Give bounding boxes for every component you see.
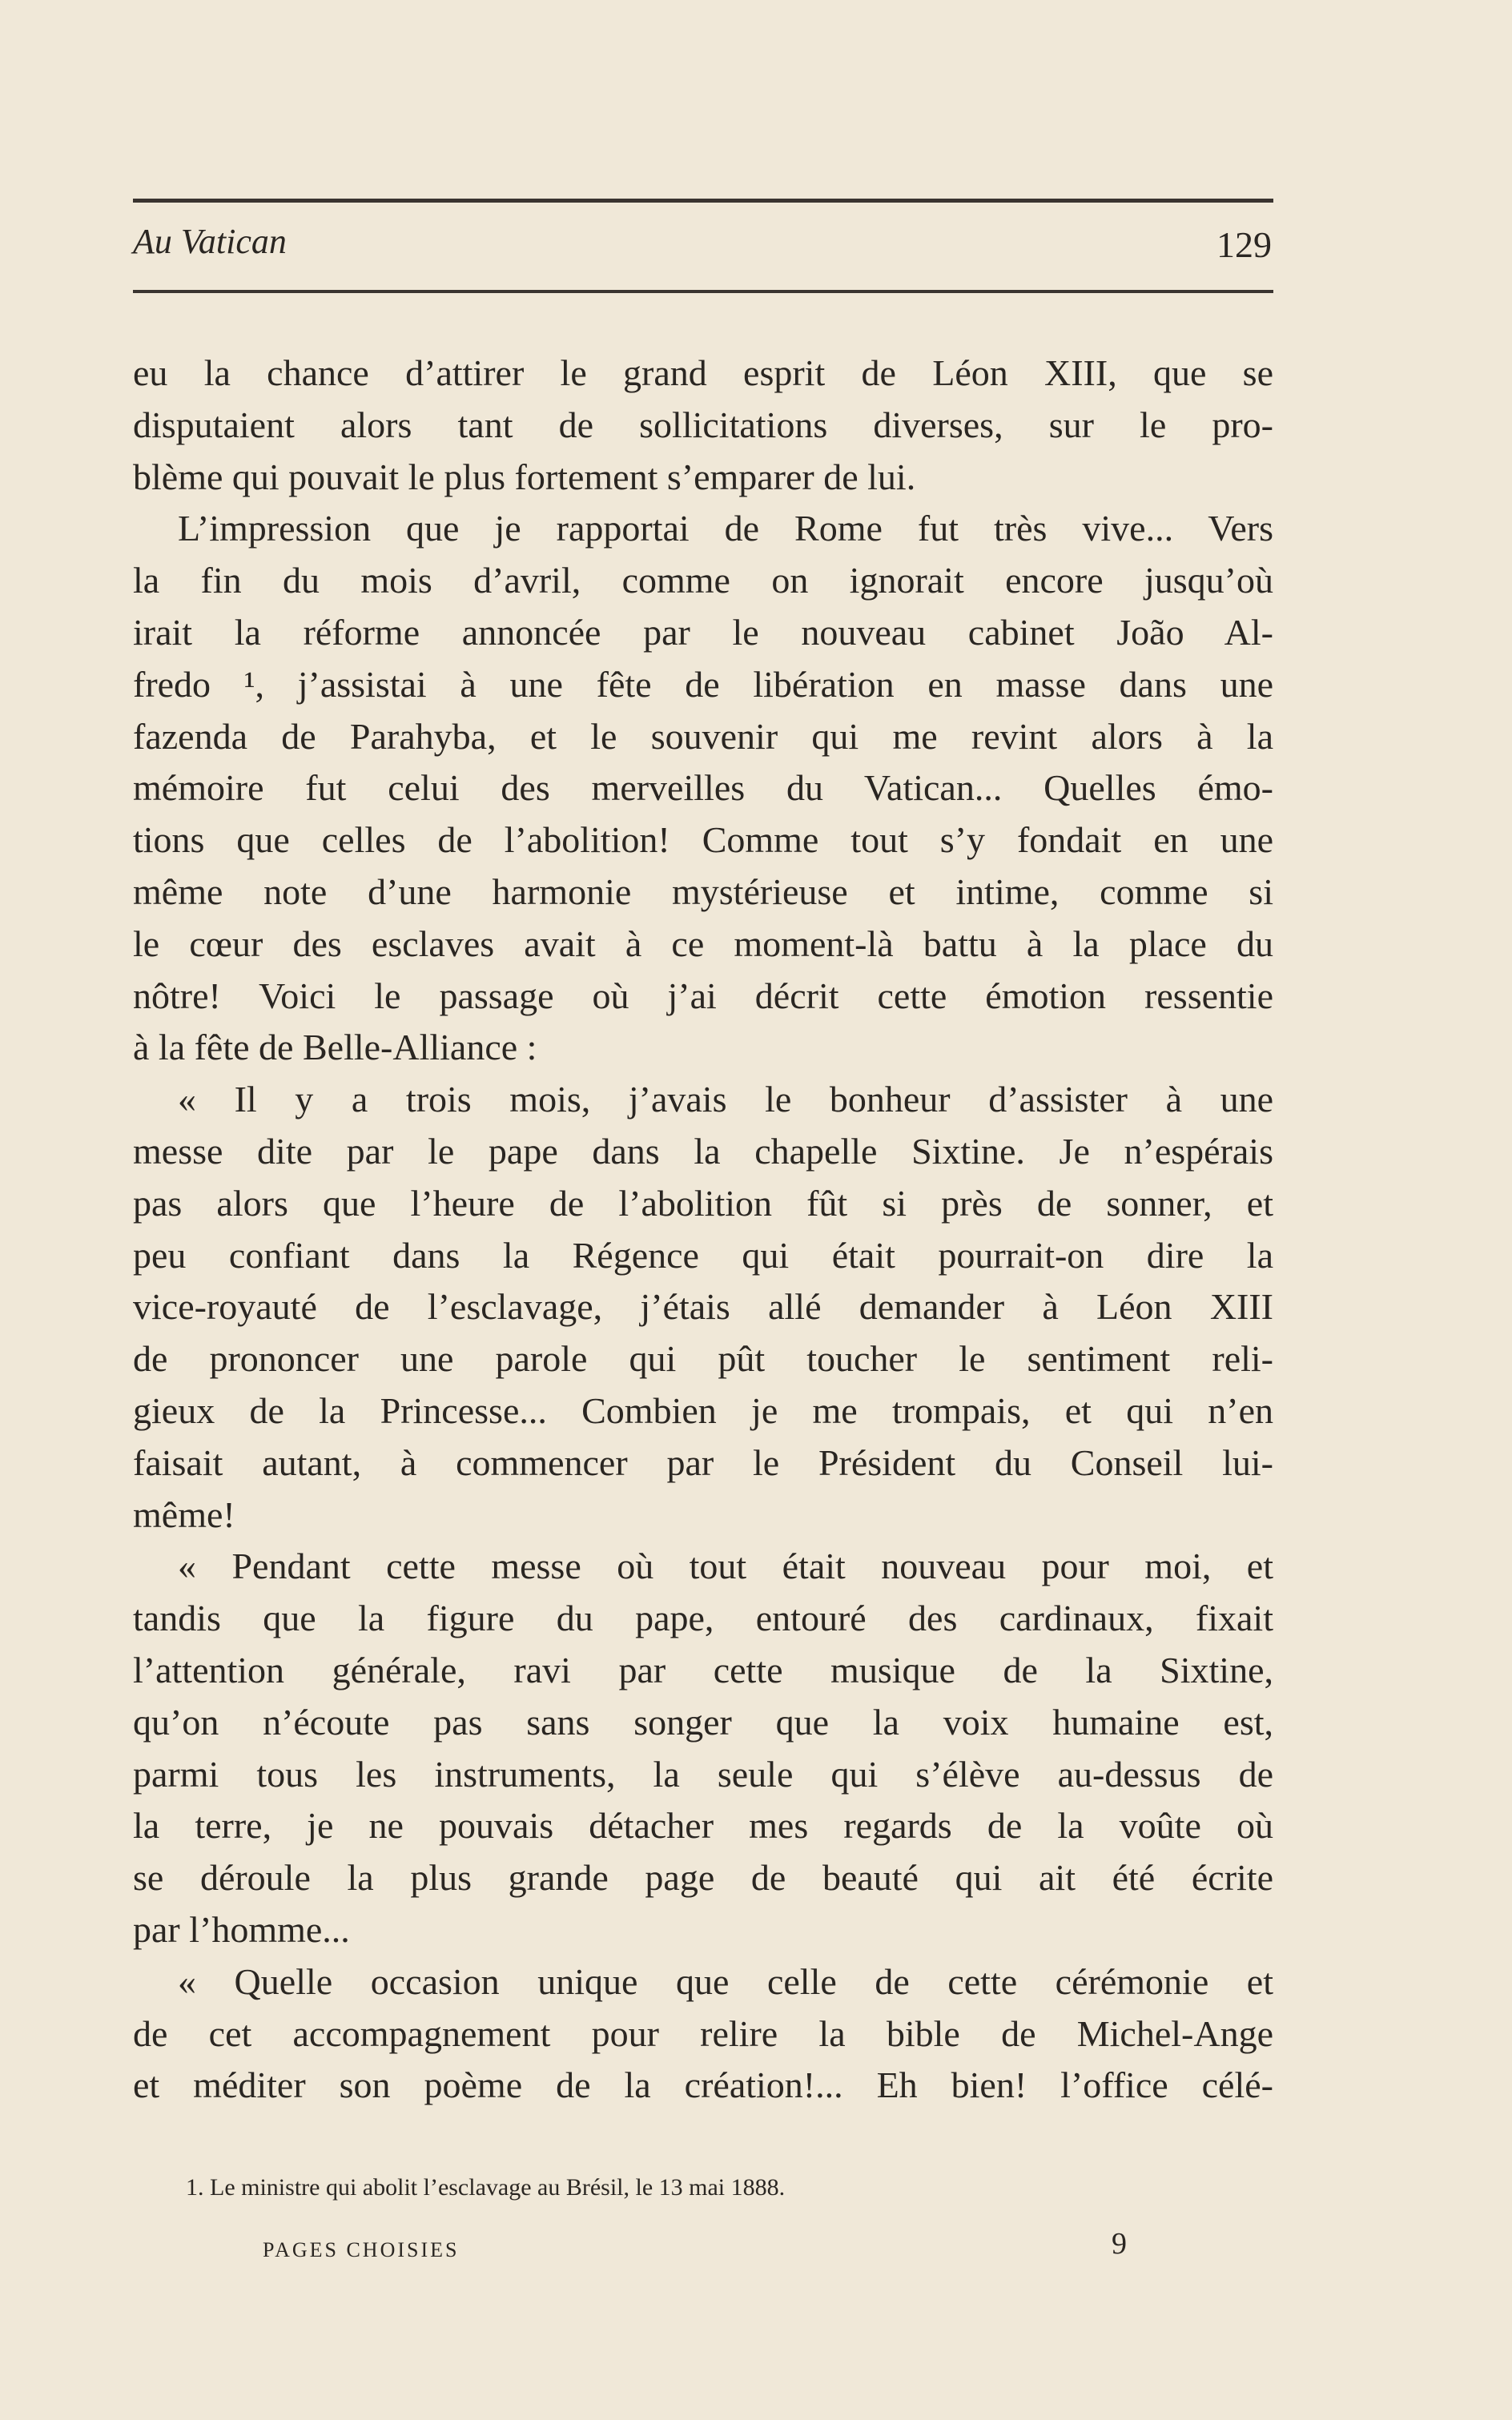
text-line: qu’on n’écoute pas sans songer que la voix humaine est,: [133, 1701, 1273, 1743]
text-line: faisait autant, à commencer par le Président du Conseil lui-: [133, 1441, 1273, 1483]
text-line: « Il y a trois mois, j’avais le bonheur d’assister à une: [178, 1079, 1273, 1120]
text-line: de prononcer une parole qui pût toucher le sentiment reli-: [133, 1338, 1273, 1380]
text-line: « Quelle occasion unique que celle de cette cérémonie et: [178, 1960, 1273, 2002]
header-top-rule: [133, 199, 1273, 203]
text-line: peu confiant dans la Régence qui était pourrait-on dire la: [133, 1234, 1273, 1276]
text-line: eu la chance d’attirer le grand esprit de Léon XIII, que se: [133, 352, 1273, 393]
footnote: 1. Le ministre qui abolit l’esclavage au Brésil, le 13 mai 1888.: [186, 2174, 786, 2201]
signature-label: PAGES CHOISIES: [263, 2238, 460, 2261]
text-line: irait la réforme annoncée par le nouveau cabinet João Al-: [133, 611, 1273, 653]
text-line: de cet accompagnement pour relire la bible de Michel-Ange: [133, 2012, 1273, 2054]
text-line: la terre, je ne pouvais détacher mes regards de la voûte où: [133, 1805, 1273, 1847]
text-line: mémoire fut celui des merveilles du Vatican... Quelles émo-: [133, 767, 1273, 809]
text-line: parmi tous les instruments, la seule qui s’élève au-dessus de: [133, 1753, 1273, 1795]
text-line: nôtre! Voici le passage où j’ai décrit cette émotion ressentie: [133, 975, 1273, 1016]
text-line: même note d’une harmonie mystérieuse et intime, comme si: [133, 870, 1273, 912]
signature-number: 9: [1112, 2227, 1127, 2261]
text-line: même!: [133, 1493, 235, 1535]
text-line: l’attention générale, ravi par cette musique de la Sixtine,: [133, 1649, 1273, 1690]
running-title: Au Vatican: [133, 222, 287, 261]
text-line: à la fête de Belle-Alliance :: [133, 1027, 537, 1068]
text-line: L’impression que je rapportai de Rome fut très vive... Vers: [178, 508, 1273, 549]
text-line: « Pendant cette messe où tout était nouveau pour moi, et: [178, 1546, 1273, 1587]
text-line: vice-royauté de l’esclavage, j’étais allé demander à Léon XIII: [133, 1286, 1273, 1328]
text-line: disputaient alors tant de sollicitations diverses, sur le pro-: [133, 404, 1273, 445]
text-line: gieux de la Princesse... Combien je me trompais, et qui n’en: [133, 1389, 1273, 1431]
text-line: fazenda de Parahyba, et le souvenir qui me revint alors à la: [133, 715, 1273, 757]
text-line: pas alors que l’heure de l’abolition fût si près de sonner, et: [133, 1182, 1273, 1224]
text-line: la fin du mois d’avril, comme on ignorait encore jusqu’où: [133, 560, 1273, 601]
body-text: [133, 348, 1273, 2112]
text-line: se déroule la plus grande page de beauté qui ait été écrite: [133, 1857, 1273, 1899]
text-line: blème qui pouvait le plus fortement s’emparer de lui.: [133, 456, 916, 497]
text-line: tandis que la figure du pape, entouré des cardinaux, fixait: [133, 1598, 1273, 1639]
text-line: le cœur des esclaves avait à ce moment-là battu à la place du: [133, 923, 1273, 964]
text-line: fredo ¹, j’assistai à une fête de libération en masse dans une: [133, 663, 1273, 705]
text-line: par l’homme...: [133, 1908, 350, 1950]
text-line: tions que celles de l’abolition! Comme tout s’y fondait en une: [133, 819, 1273, 861]
text-line: messe dite par le pape dans la chapelle Sixtine. Je n’espérais: [133, 1130, 1273, 1172]
header-bottom-rule: [133, 290, 1273, 293]
page-number: 129: [1216, 224, 1272, 265]
text-line: et méditer son poème de la création!... Eh bien! l’office célé-: [133, 2064, 1273, 2106]
